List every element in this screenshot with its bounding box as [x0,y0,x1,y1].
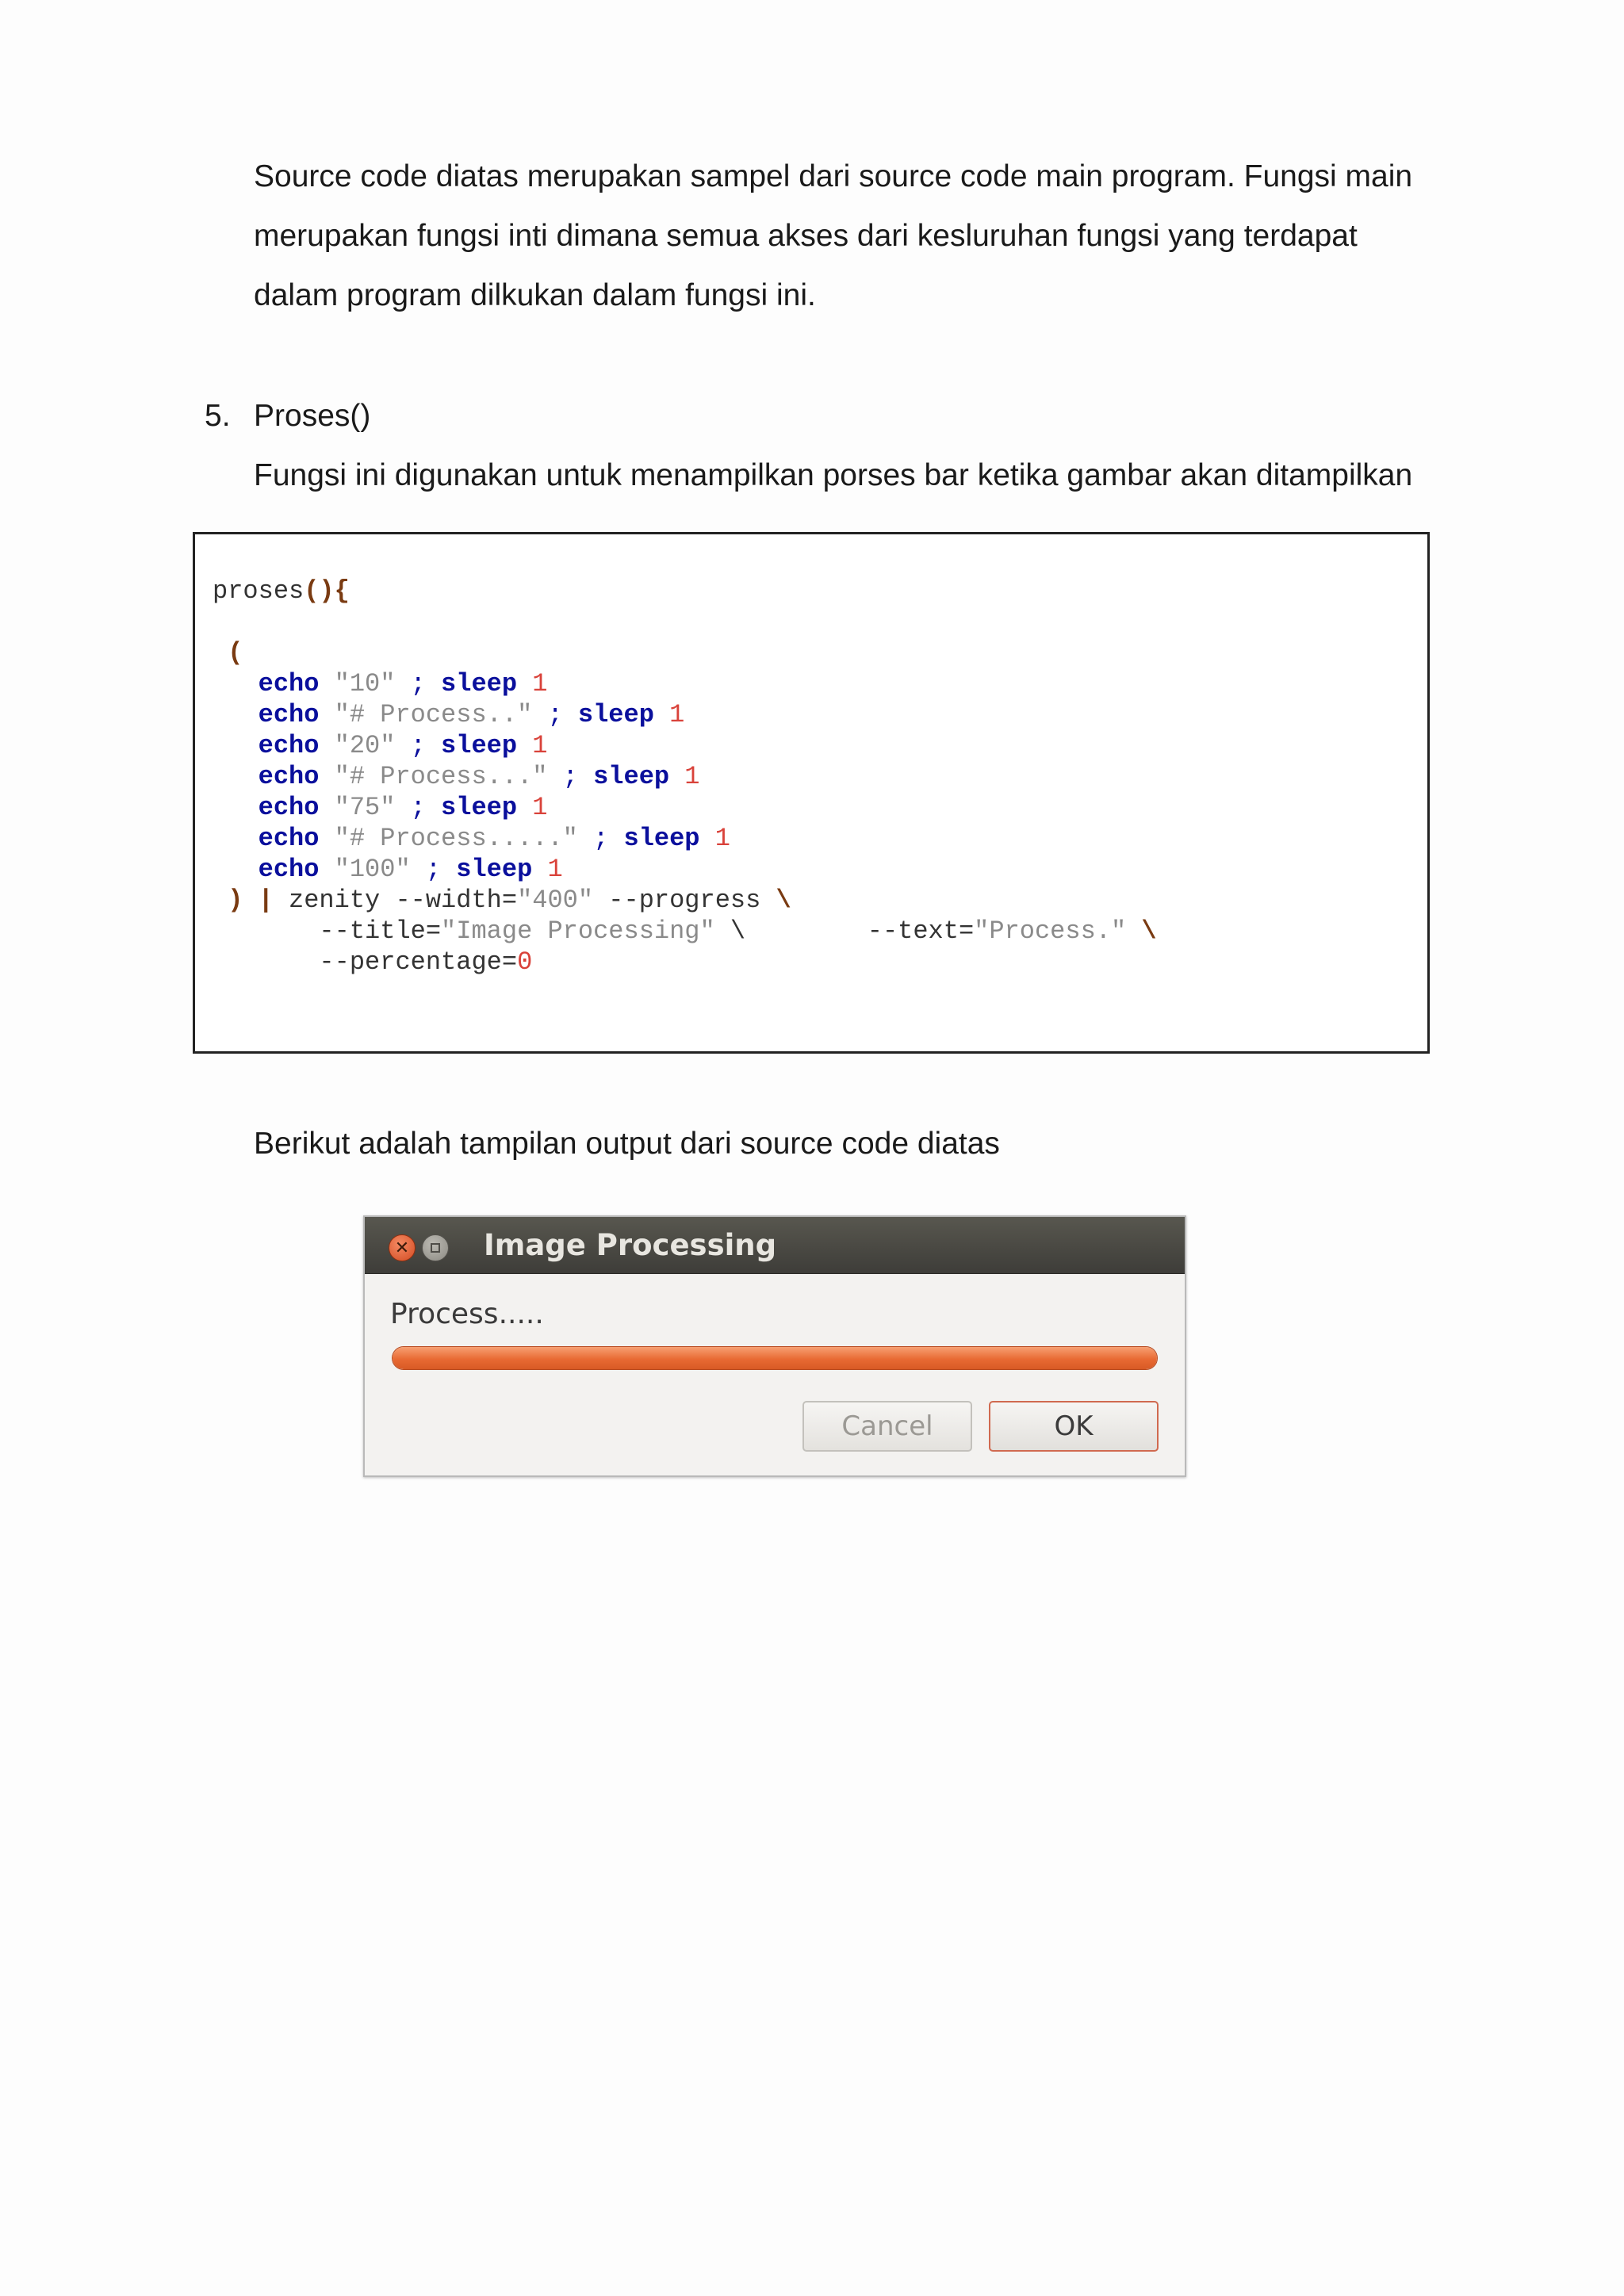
code-number: 1 [532,793,548,822]
code-keyword: sleep [593,762,670,791]
code-number: 0 [517,947,533,977]
code-pipe: | [258,886,274,915]
code-string: "Image Processing" [441,916,715,946]
code-string: "Process." [974,916,1127,946]
code-number: 1 [547,855,563,884]
code-string: "# Process....." [334,824,578,853]
ok-button[interactable]: OK [989,1401,1159,1452]
code-backslash: \ [776,886,791,915]
code-string: "10" [334,669,396,698]
progress-status-text: Process..... [390,1298,544,1330]
code-backslash: \ [730,916,746,946]
code-option: --percentage= [319,947,518,977]
progress-bar [392,1346,1158,1370]
code-string: "100" [334,855,411,884]
code-keyword: sleep [441,669,518,698]
code-number: 1 [532,731,548,760]
code-function-name: proses [213,576,304,606]
code-keyword: echo [258,731,320,760]
dialog-title: Image Processing [484,1228,777,1262]
cancel-button[interactable]: Cancel [802,1401,972,1452]
output-caption: Berikut adalah tampilan output dari source code diatas [254,1127,1000,1161]
code-number: 1 [714,824,730,853]
code-option: --title= [319,916,442,946]
dialog-titlebar[interactable] [365,1217,1185,1274]
code-open-paren: ( [228,638,243,668]
code-separator: ; [547,700,563,729]
code-backslash: \ [1141,916,1157,946]
section-number: 5. [205,399,231,433]
code-keyword: sleep [623,824,700,853]
code-keyword: sleep [577,700,654,729]
code-keyword: echo [258,669,320,698]
code-keyword: echo [258,700,320,729]
code-number: 1 [532,669,548,698]
code-separator: ; [593,824,609,853]
code-string: "# Process..." [334,762,548,791]
code-number: 1 [669,700,685,729]
code-separator: ; [562,762,578,791]
code-option: --width= [395,886,518,915]
code-separator: ; [410,793,426,822]
minimize-icon[interactable] [422,1234,449,1261]
code-command: zenity [289,886,381,915]
section-title: Proses() [254,399,371,433]
code-listing [213,576,1157,978]
code-option: --progress [608,886,761,915]
code-string: "# Process.." [334,700,533,729]
code-separator: ; [410,669,426,698]
section-description: Fungsi ini digunakan untuk menampilkan porses bar ketika gambar akan ditampilkan [254,458,1413,492]
code-brace: (){ [304,576,350,606]
progress-bar-fill [393,1347,1157,1369]
intro-paragraph: Source code diatas merupakan sampel dari source code main program. Fungsi main merupakan fungsi inti dimana semua akses dari kesluruhan fungsi yang terdapat dalam program dilkukan dalam fungsi ini. [254,159,1413,312]
zenity-progress-dialog [363,1215,1186,1477]
code-string: "400" [517,886,594,915]
code-separator: ; [425,855,442,884]
code-keyword: echo [258,762,320,791]
code-block [193,532,1430,1054]
code-separator: ; [410,731,426,760]
code-string: "75" [334,793,396,822]
code-number: 1 [684,762,700,791]
code-keyword: sleep [456,855,533,884]
code-keyword: echo [258,855,320,884]
code-close-paren: ) [228,886,243,915]
close-icon[interactable]: ✕ [389,1234,416,1261]
code-keyword: sleep [441,793,518,822]
code-keyword: echo [258,824,320,853]
code-option: --text= [867,916,975,946]
code-string: "20" [334,731,396,760]
code-keyword: echo [258,793,320,822]
code-keyword: sleep [441,731,518,760]
